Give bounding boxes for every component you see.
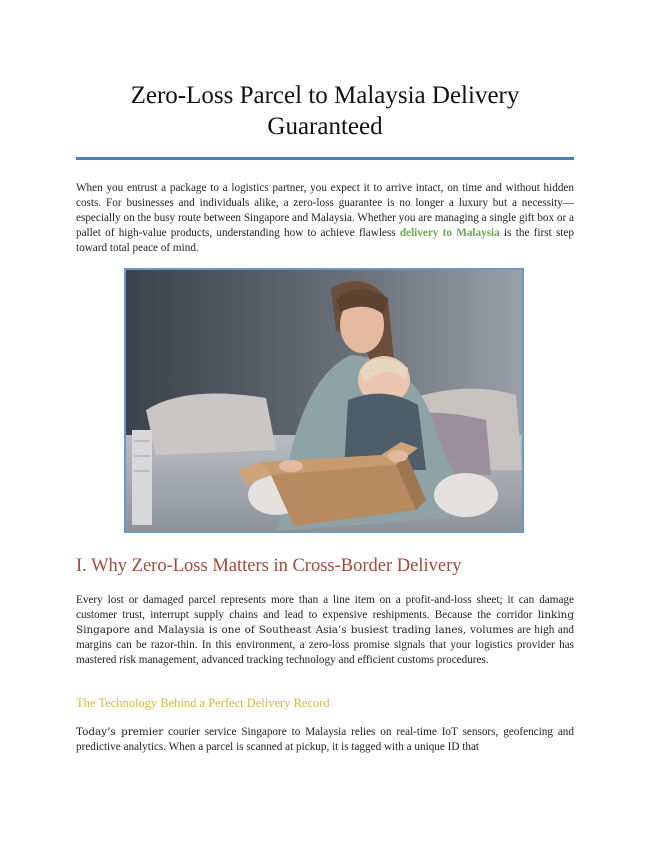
section2-text-part2: courier service Singapore to Malaysia relies on real-time IoT sensors, geofencing and predictive analytics. When a parcel is scanned at pickup, it is tagged with a unique ID that bbox=[76, 726, 574, 753]
section1-text-part2: linking Singapore and Malaysia is one of Southeast Asia’s busiest trading lanes, volumes bbox=[76, 609, 574, 636]
mother-child-parcel-photo bbox=[124, 268, 524, 533]
section2-paragraph bbox=[76, 725, 574, 755]
title-divider bbox=[76, 157, 574, 160]
section1-text-part3: are high and margins can be razor-thin. In this environment, a zero-loss promise signals that your logistics provider has mastered risk management, advanced tracking technology and efficient customs procedures. bbox=[76, 624, 575, 666]
section2-text-part1: Today’s premier bbox=[76, 726, 164, 738]
intro-paragraph bbox=[76, 181, 574, 256]
photo-illustration bbox=[126, 270, 522, 531]
subheading-technology: The Technology Behind a Perfect Delivery Record bbox=[76, 696, 330, 710]
intro-text-before-link: When you entrust a package to a logistics partner, you expect it to arrive intact, on time and without hidden costs. For businesses and individuals alike, a zero-loss guarantee is no longer a luxury but a necessity—especially on the busy route between Singapore and Malaysia. Whether you are managing a single gift box or a pallet of high-value products, understanding how to achieve flawless bbox=[76, 182, 574, 239]
page-title: Zero-Loss Parcel to Malaysia Delivery Guaranteed bbox=[130, 82, 520, 140]
section1-text-part1: Every lost or damaged parcel represents more than a line item on a profit-and-loss sheet; it can damage customer trust, interrupt supply chains and lead to expensive reshipments. Because the corridor bbox=[76, 594, 574, 621]
section-heading-why-zero-loss: I. Why Zero-Loss Matters in Cross-Border Delivery bbox=[76, 556, 462, 576]
delivery-to-malaysia-link[interactable]: delivery to Malaysia bbox=[399, 227, 500, 239]
intro-text-after-link: is the first step toward total peace of mind. bbox=[76, 227, 574, 254]
section1-paragraph bbox=[76, 593, 574, 668]
